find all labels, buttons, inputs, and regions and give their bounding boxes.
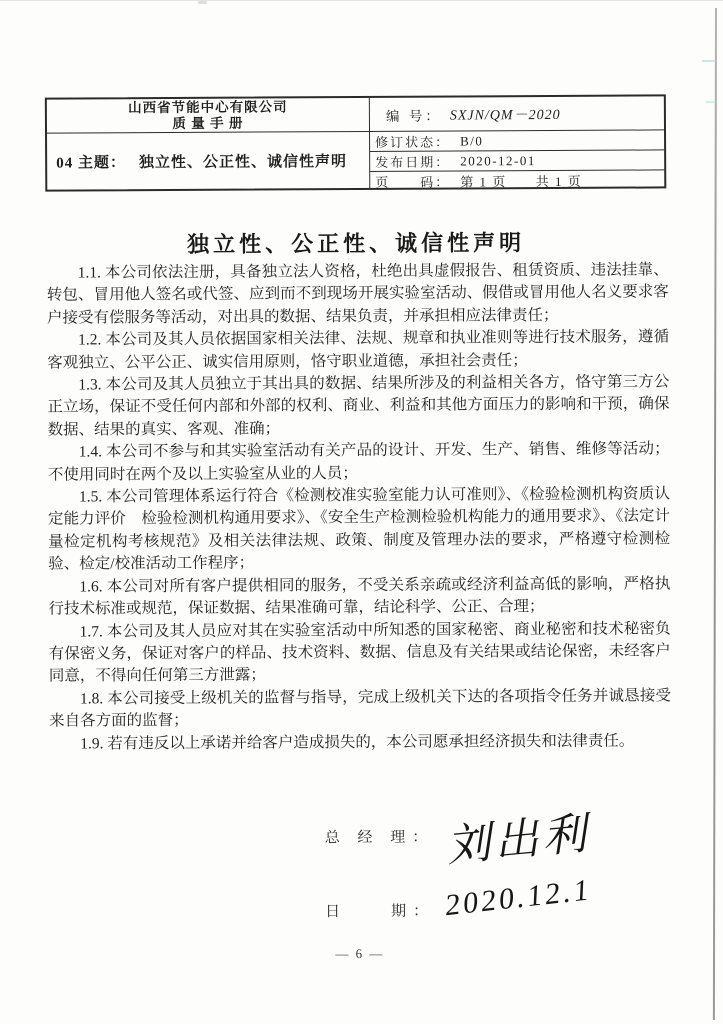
signature-row xyxy=(324,808,645,872)
declaration-paragraph-9: 1.9. 若有违反以上承诺并给客户造成损失的，本公司愿承担经济损失和法律责任。 xyxy=(80,732,635,753)
manual-title: 质 量 手 册 xyxy=(172,115,244,131)
date-label: 日 期： xyxy=(325,903,436,921)
header-table xyxy=(45,94,666,191)
release-date-label: 发布日期： xyxy=(375,154,451,170)
page-number-value: 第 1 页 共 1 页 xyxy=(460,173,583,190)
revision-status-label: 修订状态： xyxy=(375,134,451,150)
signature-block xyxy=(324,808,646,923)
declaration-paragraph-1: 1.1. 本公司依法注册，具备独立法人资格，杜绝出具虚假报告、租赁资质、违法挂靠、转包、冒用他人签名或代签、应到而不到现场开展实验室活动、假借或冒用他人名义要求客户接受有偿服务等活动，对出具的数据、结果负责，并承担相应法律责任； xyxy=(46,261,669,327)
company-name: 山西省节能中心有限公司 xyxy=(128,99,288,116)
subject-value: 独立性、公正性、诚信性声明 xyxy=(138,153,347,171)
declaration-paragraph-3: 1.3. 本公司及其人员独立于其出具的数据、结果所涉及的利益相关各方，恪守第三方公正立场，保证不受任何内部和外部的权利、商业、利益和其他方面压力的影响和干预，确保数据、结果的真实、客观、准确； xyxy=(47,373,670,439)
meta-row-revision-status xyxy=(370,130,664,151)
handwritten-date: 2020.12.1 xyxy=(444,872,593,923)
meta-row-page-number xyxy=(370,169,664,191)
page-number-label: 页 码： xyxy=(375,174,451,190)
declaration-paragraph-5: 1.5. 本公司管理体系运行符合《检测校准实验室能力认可准则》、《检验检测机构资质认定能力评价 检验检测机构通用要求》、《安全生产检测检验机构能力的通用要求》、《法定计量检定机构考核规范》及相关法律法规、政策、制度及管理办法的要求，严格遵守检测检验、检定/校准活动工作程序； xyxy=(47,485,671,573)
declaration-paragraph-8: 1.8. 本公司接受上级机关的监督与指导，完成上级机关下达的各项指令任务并诚恳接受来自各方面的监督； xyxy=(49,687,672,730)
subject-label: 04 主题： xyxy=(56,154,126,172)
declaration-paragraph-2: 1.2. 本公司及其人员依据国家相关法律、法规、规章和执业准则等进行技术服务，遵循客观独立、公平公正、诚实信用原则，恪守职业道德，承担社会责任； xyxy=(47,328,670,372)
declaration-paragraph-7: 1.7. 本公司及其人员应对其在实验室活动中所知悉的国家秘密、商业秘密和技术秘密负有保密义务，保证对客户的样品、技术资料、数据、信息及有关结果或结论保密，未经客户同意，不得向任何第三方泄露； xyxy=(48,619,671,685)
handwritten-signature: 刘出利 xyxy=(445,808,598,872)
doc-number-value: SXJN/QM－2020 xyxy=(449,107,561,124)
company-title-cell xyxy=(47,98,370,134)
date-row xyxy=(325,872,645,923)
doc-number-cell xyxy=(370,96,664,132)
page-title: 独立性、公正性、诚信性声明 xyxy=(187,230,526,257)
subject-cell xyxy=(47,132,370,190)
meta-row-release-date xyxy=(370,149,664,171)
declaration-body xyxy=(47,259,672,755)
revision-status-value: B/0 xyxy=(460,132,484,148)
declaration-paragraph-4: 1.4. 本公司不参与和其实验室活动有关产品的设计、开发、生产、销售、维修等活动；不使用同时在两个及以上实验室从业的人员； xyxy=(47,440,670,484)
meta-rows-cell xyxy=(370,130,664,188)
release-date-value: 2020-12-01 xyxy=(460,152,536,168)
footer-page-number: — 6 — xyxy=(335,945,385,962)
doc-number-label: 编 号： xyxy=(385,108,442,124)
declaration-paragraph-6: 1.6. 本公司对所有客户提供相同的服务，不受关系亲疏或经济利益高低的影响，严格执行技术标准或规范，保证数据、结果准确可靠，结论科学、公正、合理； xyxy=(48,575,671,618)
general-manager-label: 总 经 理： xyxy=(324,829,435,847)
